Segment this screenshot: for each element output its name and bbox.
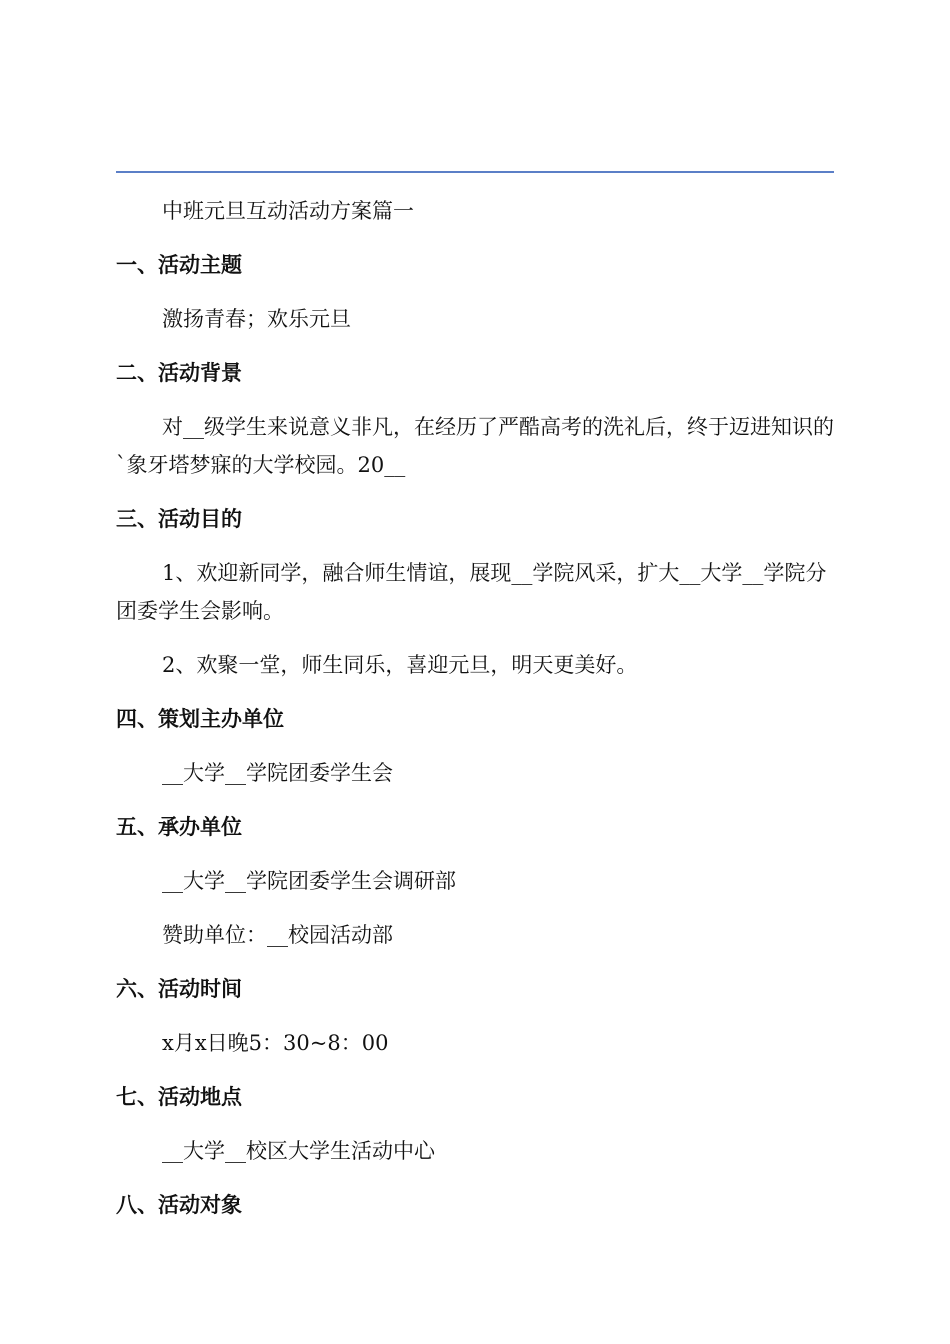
section-paragraph: x月x日晚5：30~8：00 — [162, 1031, 389, 1055]
section-paragraph: __大学__学院团委学生会 — [162, 761, 393, 785]
section-heading-theme: 一、活动主题 — [116, 253, 242, 277]
section-paragraph: 对__级学生来说意义非凡，在经历了严酷高考的洗礼后，终于迈进知识的`象牙塔梦寐的大学校园。20__ — [116, 415, 834, 477]
section-heading-host: 五、承办单位 — [116, 815, 242, 839]
section-paragraph: 激扬青春；欢乐元旦 — [162, 307, 351, 331]
section-heading-organizer: 四、策划主办单位 — [116, 707, 284, 731]
section-heading-time: 六、活动时间 — [116, 977, 242, 1001]
header-rule — [116, 171, 834, 173]
document-title: 中班元旦互动活动方案篇一 — [162, 199, 414, 223]
section-paragraph: 赞助单位：__校园活动部 — [162, 923, 393, 947]
section-heading-audience: 八、活动对象 — [116, 1193, 242, 1217]
section-heading-background: 二、活动背景 — [116, 361, 242, 385]
section-paragraph: __大学__学院团委学生会调研部 — [162, 869, 456, 893]
section-heading-location: 七、活动地点 — [116, 1085, 242, 1109]
section-paragraph: 1、欢迎新同学，融合师生情谊，展现__学院风采，扩大__大学__学院分团委学生会影响。 — [116, 561, 827, 623]
document-body — [116, 192, 834, 1224]
section-heading-purpose: 三、活动目的 — [116, 507, 242, 531]
section-paragraph: 2、欢聚一堂，师生同乐，喜迎元旦，明天更美好。 — [162, 653, 638, 677]
section-paragraph: __大学__校区大学生活动中心 — [162, 1139, 435, 1163]
